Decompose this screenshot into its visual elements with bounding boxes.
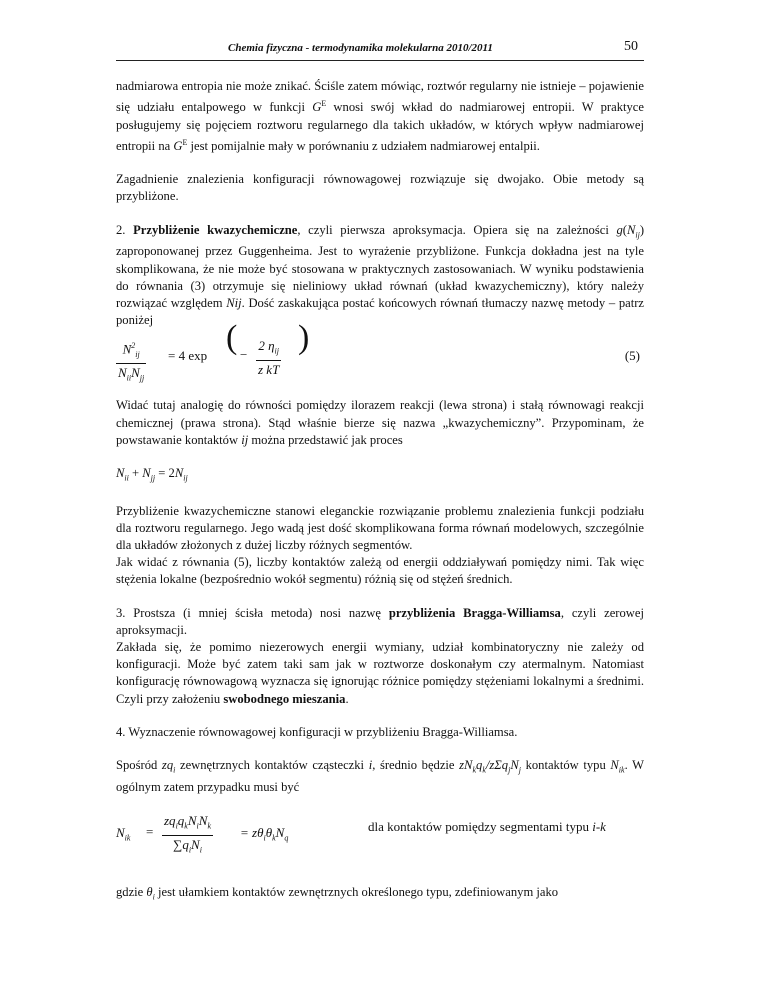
- paragraph-quasichemical-summary: Przybliżenie kwazychemiczne stanowi eleganckie rozwiązanie problemu znalezienia funkcji podziału dla roztworu regularnego. Jego wadą jest dość skomplikowana forma równań modelowych, szczególnie dla układów złożonych z dużej liczby różnych segmentów. Jak widać z równania (5), liczby kontaktów zależą od energii oddziaływań pomiędzy nimi. Tak więc stężenia lokalne (bezpośrednio wokół segmentu) różnią się od stężeń średnich.: [116, 503, 644, 587]
- eq-nik-description: dla kontaktów pomiędzy segmentami typu i-k: [368, 819, 606, 835]
- page-header: [116, 40, 644, 61]
- paragraph-contacts: Spośród $zq_i$ zewnętrznych kontaktów cząsteczki i, średnio będzie $zN_kq_k/z\Sigma q_jN_j$ kontaktów typu $N_{ik}$. W ogólnym zatem przypadku musi być: [116, 758, 645, 794]
- paragraph-theta-definition: gdzie $\theta_i$ jest ułamkiem kontaktów zewnętrznych określonego typu, zdefiniowanym jako: [116, 885, 559, 902]
- eq5-lhs-fraction: $N^2_{ij}$ $N_{ii}N_{jj}$: [116, 337, 146, 387]
- eq-nik-fraction: $zq_iq_kN_iN_k$ $\sum q_iN_i$: [164, 813, 211, 855]
- eq5-exponent-fraction: 2 $\eta_{ij}$ z kT: [258, 338, 280, 378]
- equation-5: $N^2_{ij}$ $N_{ii}N_{jj}$ = 4 exp ( − 2 $\eta_{ij}$ z kT ) (5): [116, 333, 644, 381]
- equation-nik: $N_{ik}$ = $zq_iq_kN_iN_k$ $\sum q_iN_i$ = $z\theta_i\theta_kN_q$ dla kontaktów pomiędzy segmentami typu i-k: [116, 810, 644, 868]
- page-number: 50: [624, 39, 638, 54]
- paragraph-excess-entropy: nadmiarowa entropia nie może znikać. Ściśle zatem mówiąc, roztwór regularny nie istnieje – pojawienie się udziału entalpowego w funkcji $G^E$ wnosi swój wkład do nadmiarowej entropii. W praktyce posługujemy się pojęciem roztworu regularnego dla takich układów, w których wpływ nadmiarowej entropii na $G^E$ jest pomijalnie mały w porównaniu z udziałem nadmiarowej entalpii.: [116, 79, 644, 153]
- document-body: [116, 78, 644, 922]
- paragraph-point-4: 4. Wyznaczenie równowagowej konfiguracji w przybliżeniu Bragga-Williamsa.: [116, 724, 518, 739]
- equation-contact-process: $N_{ii} + N_{jj} = 2N_{ij}$: [116, 465, 188, 483]
- paragraph-quasichemical: 2. Przybliżenie kwazychemiczne, czyli pierwsza aproksymacja. Opiera się na zależności $g(N_{ij})$ zaproponowanej przez Guggenheima. Jest to wyrażenie przybliżone. Funkcja dokładna jest na tyle skomplikowana, że nie może być stosowana w praktycznych zastosowaniach. W wyniku podstawienia do równania (3) otrzymuje się nieliniowy układ równań (układ kwazychemiczny), który należy rozwiązać względem Nij. Dość zaskakująca postać końcowych równań tłumaczy nazwę metody – patrz poniżej: [116, 222, 645, 328]
- paragraph-two-methods: Zagadnienie znalezienia konfiguracji równowagowej rozwiązuje się dwojako. Obie metody są przybliżone.: [116, 172, 644, 204]
- header-title: Chemia fizyczna - termodynamika molekularna 2010/2011: [228, 42, 493, 54]
- equation-number: (5): [624, 348, 640, 364]
- paragraph-bragg-williams: 3. Prostsza (i mniej ścisła metoda) nosi nazwę przybliżenia Bragga-Williamsa, czyli zerowej aproksymacji. Zakłada się, że pomimo niezerowych energii wymiany, udział kombinatoryczny nie zależy od konfiguracji. Może być zatem taki sam jak w roztworze doskonałym czy atermalnym. Natomiast konfigurację równowagową wyznacza się ignorując różnice pomiędzy stężeniami lokalnymi a średnimi. Czyli przy założeniu swobodnego mieszania.: [116, 605, 644, 706]
- paragraph-analogy: Widać tutaj analogię do równości pomiędzy ilorazem reakcji (lewa strona) i stałą równowagi reakcji chemicznej (prawa strona). Stąd właśnie bierze się nazwa „kwazychemiczny”. Przypominam, że powstawanie kontaktów ij można przedstawić jak proces: [116, 398, 644, 447]
